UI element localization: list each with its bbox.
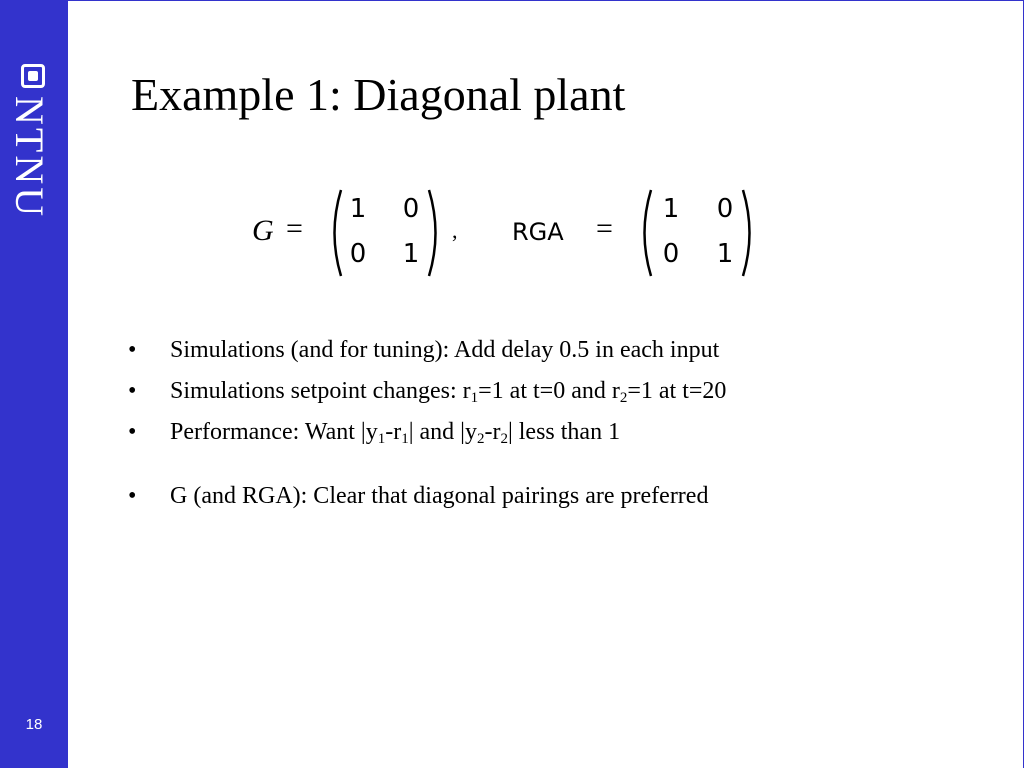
bullet-marker: • — [128, 337, 137, 363]
rga-matrix — [636, 188, 756, 278]
bullet-text: Simulations (and for tuning): Add delay 0.5 in each input — [170, 337, 720, 363]
comma: , — [452, 218, 458, 243]
left-paren-icon — [636, 188, 654, 278]
page-number: 18 — [25, 716, 43, 733]
page-title: Example 1: Diagonal plant — [131, 69, 626, 120]
matrix-cell: 1 — [716, 239, 734, 269]
ntnu-logo — [0, 62, 68, 242]
bullet-list — [128, 336, 988, 523]
logo-text: NTNU — [7, 96, 52, 220]
matrix-equation — [250, 188, 770, 278]
left-paren-icon — [326, 188, 344, 278]
rga-label: RGA — [512, 218, 564, 246]
matrix-cell: 1 — [402, 239, 420, 269]
bullet-marker: • — [128, 378, 137, 404]
g-matrix — [326, 188, 446, 278]
equals-sign: = — [596, 212, 613, 245]
matrix-cell: 0 — [716, 194, 734, 224]
slide-top-border — [0, 0, 1024, 1]
bullet-item — [128, 336, 988, 364]
bullet-marker: • — [128, 419, 137, 445]
bullet-marker: • — [128, 483, 137, 509]
matrix-cell: 1 — [349, 194, 367, 224]
sidebar — [0, 0, 68, 768]
ntnu-logo-icon — [21, 64, 45, 88]
equals-sign: = — [286, 212, 303, 245]
right-paren-icon — [740, 188, 758, 278]
bullet-item — [128, 482, 988, 510]
g-symbol: G — [252, 214, 274, 247]
matrix-cell: 1 — [662, 194, 680, 224]
bullet-item — [128, 377, 988, 405]
bullet-text: G (and RGA): Clear that diagonal pairings are preferred — [170, 483, 709, 509]
bullet-text: Simulations setpoint changes: $r_1=1$ at t=0 and $r_2=1$ at t=20 — [170, 378, 727, 406]
matrix-cell: 0 — [662, 239, 680, 269]
right-paren-icon — [426, 188, 444, 278]
bullet-text: Performance: Want $|y_1-r_1|$ and $|y_2-r_2|$ less than 1 — [170, 419, 621, 447]
bullet-item — [128, 418, 988, 446]
matrix-cell: 0 — [349, 239, 367, 269]
matrix-cell: 0 — [402, 194, 420, 224]
